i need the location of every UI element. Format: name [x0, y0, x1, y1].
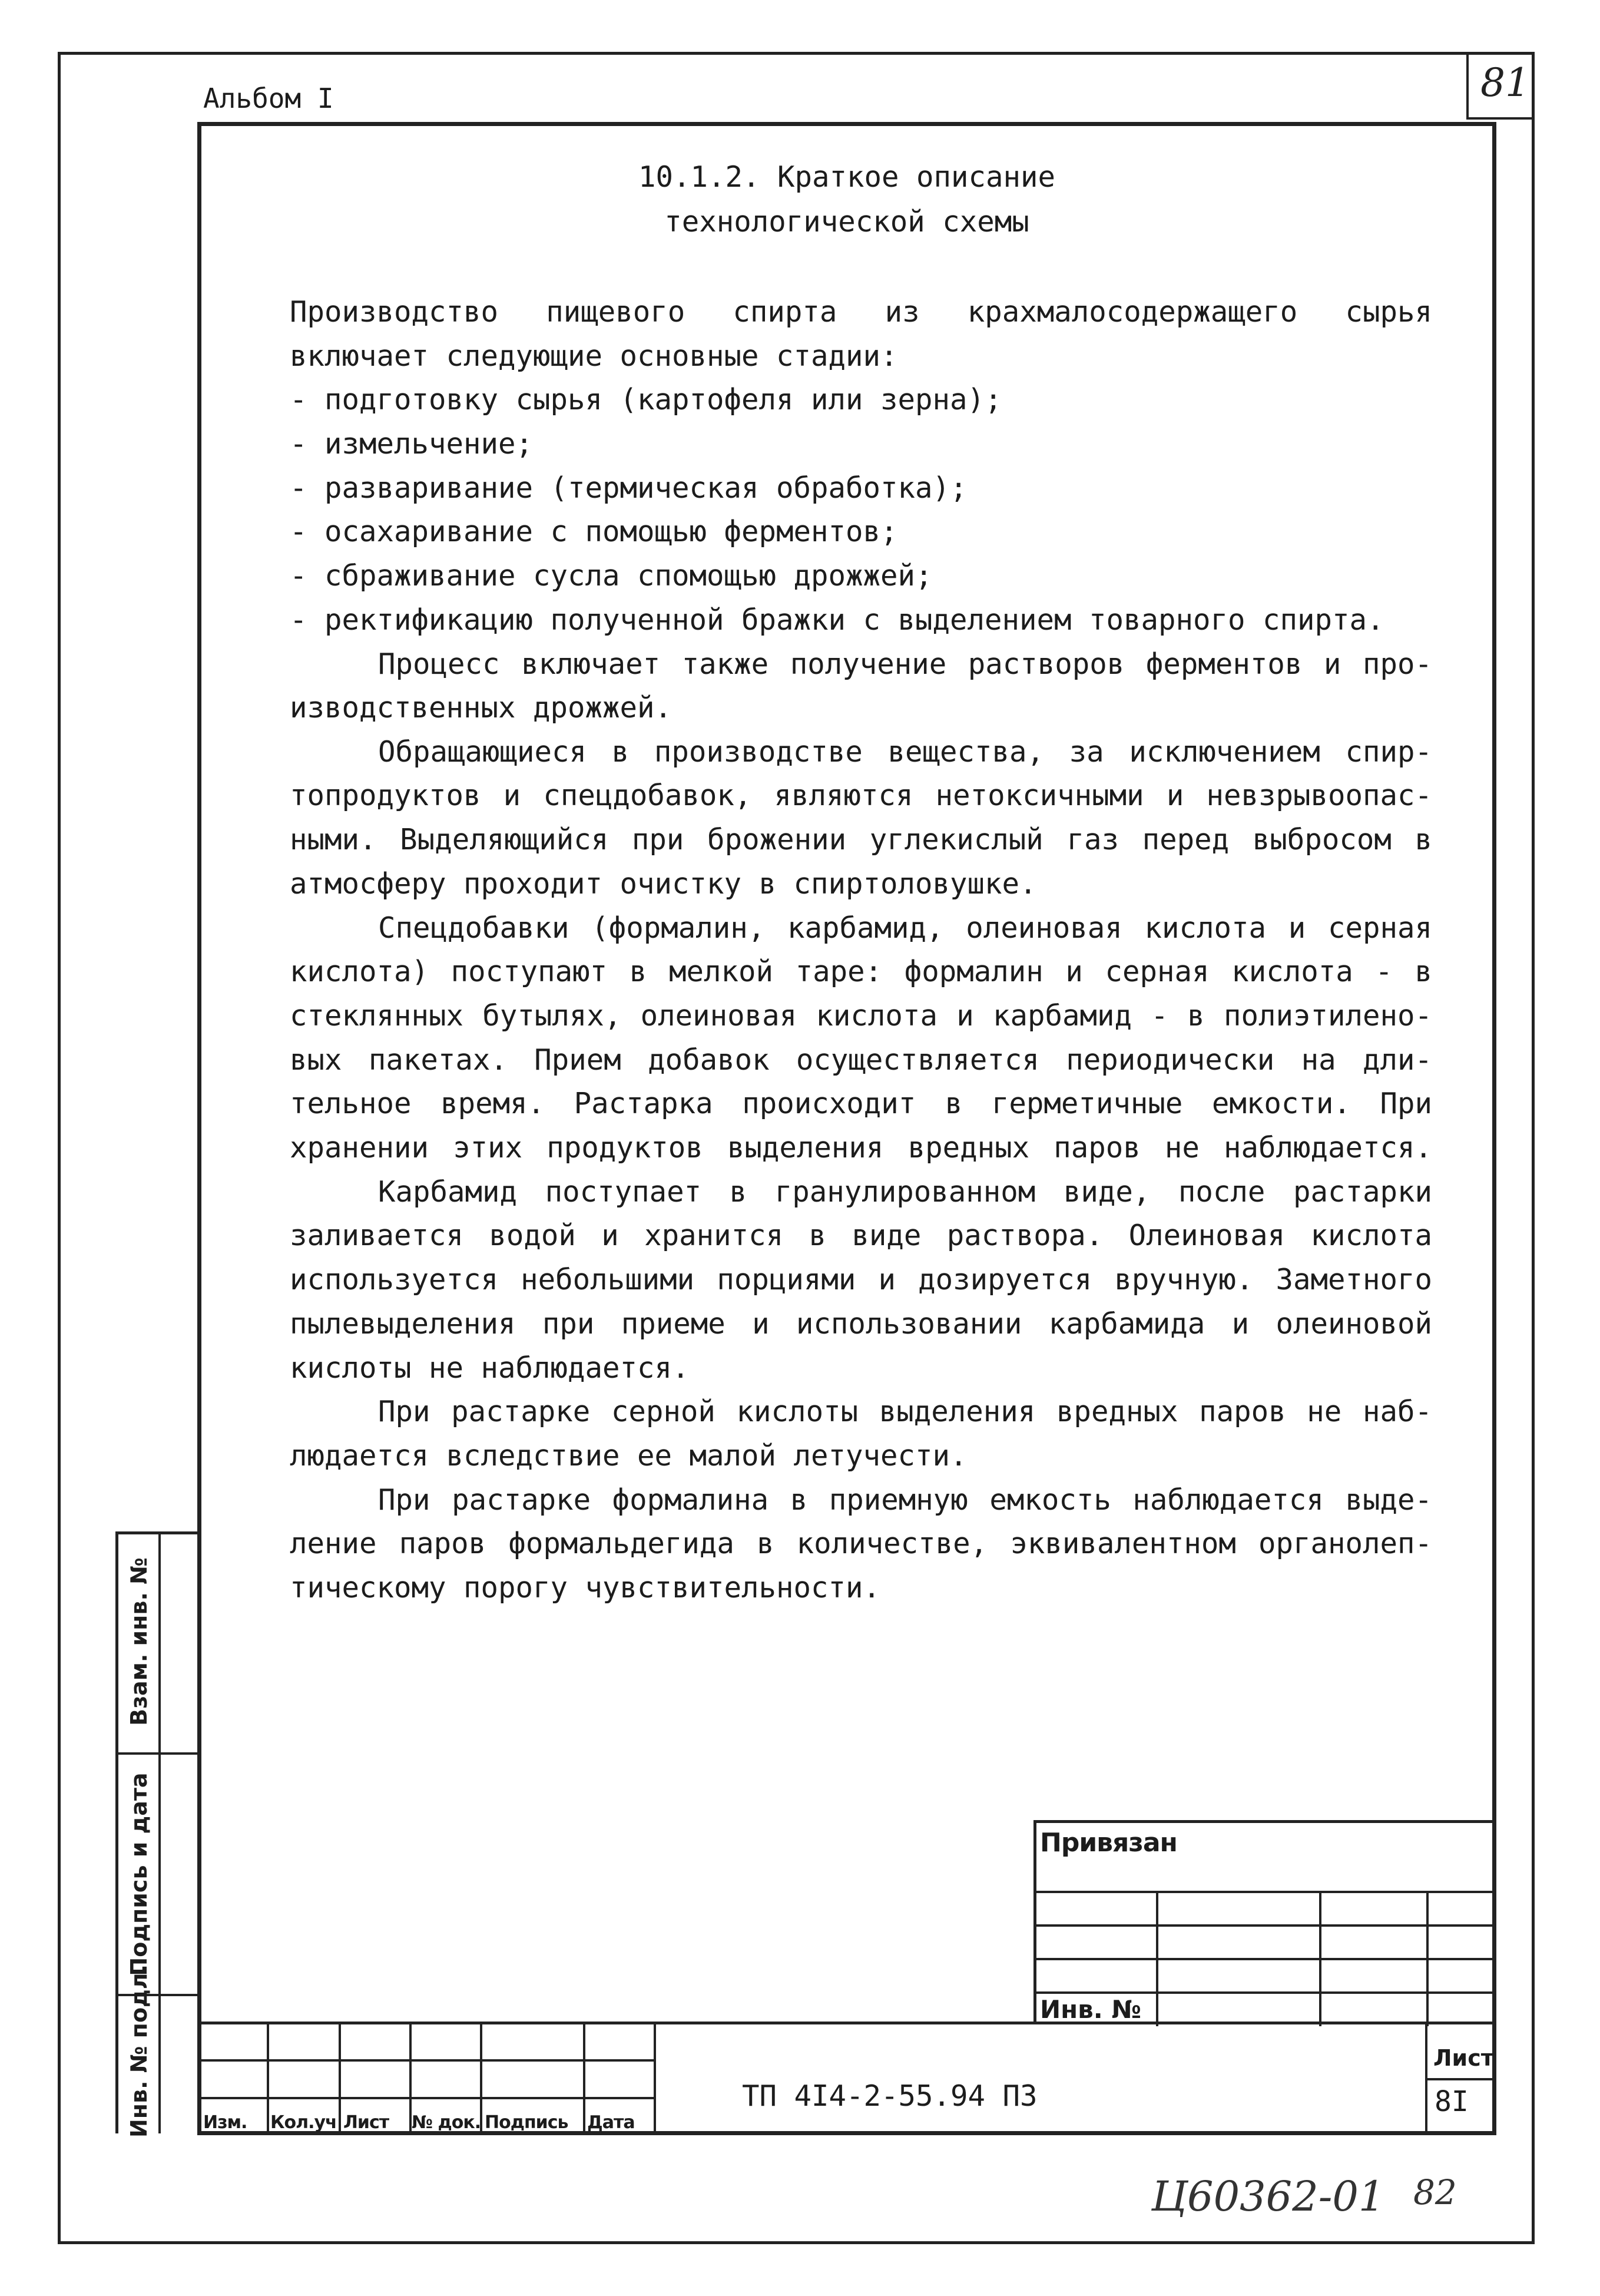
side-stamp-divider — [158, 1534, 161, 2133]
stamp-col-date: Дата — [587, 2112, 635, 2133]
paragraph-line: стеклянных бутылях, олеиновая кислота и карбамид - в полиэтилено- — [290, 999, 1432, 1033]
paragraph-line: Карбамид поступает в гранулированном виде, после растарки — [378, 1175, 1432, 1209]
paragraph-line: Спецдобавки (формалин, карбамид, олеиновая кислота и серная — [378, 911, 1432, 945]
list-item: - ректификацию полученной бражки с выделением товарного спирта. — [290, 603, 1384, 637]
list-item: - измельчение; — [290, 427, 534, 461]
page-mark-number: 81 — [1480, 60, 1530, 105]
paragraph-line: изводственных дрожжей. — [290, 691, 673, 724]
paragraph-line: атмосферу проходит очистку в спиртоловушке. — [290, 867, 1037, 901]
paragraph-line: топродуктов и спецдобавок, являются нетоксичными и невзрывоопас- — [290, 779, 1432, 812]
side-label-inventory: Инв. № подл. — [126, 1964, 152, 2138]
sheet-label: Лист — [1433, 2045, 1494, 2071]
attachment-title: Привязан — [1040, 1828, 1177, 1858]
inventory-label: Инв. № — [1040, 1995, 1141, 2024]
sheet-number: 8I — [1435, 2085, 1469, 2118]
paragraph-line: заливается водой и хранится в виде раствора. Олеиновая кислота — [290, 1219, 1432, 1252]
paragraph-line: Процесс включает также получение растворов ферментов и про- — [378, 647, 1432, 681]
paragraph-line: ными. Выделяющийся при брожении углекислый газ перед выбросом в — [290, 823, 1432, 856]
paragraph-line: хранении этих продуктов выделения вредных паров не наблюдается. — [290, 1131, 1432, 1164]
list-item: - осахаривание с помощью ферментов; — [290, 515, 898, 548]
paragraph-line: людается вследствие ее малой летучести. — [290, 1439, 968, 1473]
paragraph-line: тельное время. Растарка происходит в герметичные емкости. При — [290, 1087, 1432, 1120]
handwritten-page: 82 — [1413, 2172, 1457, 2212]
page-mark — [1466, 52, 1533, 120]
paragraph-line: Производство пищевого спирта из крахмалосодержащего сырья — [290, 295, 1432, 329]
paragraph-line: ление паров формальдегида в количестве, эквивалентном органолеп- — [290, 1527, 1432, 1560]
paragraph-line: кислота) поступают в мелкой таре: формалин и серная кислота - в — [290, 955, 1432, 988]
handwritten-code: Ц60362-01 — [1151, 2172, 1385, 2221]
document-code: ТП 4I4-2-55.94 ПЗ — [742, 2079, 1038, 2113]
stamp-col-signature: Подпись — [485, 2112, 568, 2133]
side-label-replacement: Взам. инв. № — [126, 1557, 152, 1726]
section-title: 10.1.2. Краткое описание — [638, 160, 1055, 194]
stamp-col-doc: № док. — [412, 2112, 481, 2133]
paragraph-line: тическому порогу чувствительности. — [290, 1571, 881, 1604]
stamp-col-count: Кол.уч — [270, 2112, 337, 2133]
paragraph-line: кислоты не наблюдается. — [290, 1351, 690, 1385]
side-stamp — [115, 1531, 197, 2138]
paragraph-line: вых пакетах. Прием добавок осуществляется периодически на дли- — [290, 1043, 1432, 1077]
stamp-col-sheet: Лист — [343, 2112, 389, 2133]
paragraph-line: включает следующие основные стадии: — [290, 339, 898, 373]
album-label: Альбом I — [203, 82, 334, 114]
sheet-box — [1425, 2022, 1496, 2135]
list-item: - подготовку сырья (картофеля или зерна); — [290, 383, 1002, 416]
section-subtitle: технологической схемы — [664, 205, 1029, 239]
list-item: - разваривание (термическая обработка); — [290, 471, 968, 505]
paragraph-line: При растарке формалина в приемную емкость наблюдается выде- — [378, 1483, 1432, 1517]
paragraph-line: При растарке серной кислоты выделения вредных паров не наб- — [378, 1395, 1432, 1428]
paragraph-line: Обращающиеся в производстве вещества, за исключением спир- — [378, 735, 1432, 769]
side-stamp-divider — [118, 1752, 197, 1755]
attachment-box — [1033, 1820, 1496, 2023]
stamp-table — [197, 2022, 654, 2135]
list-item: - сбраживание сусла спомощью дрожжей; — [290, 559, 933, 593]
stamp-col-change: Изм. — [203, 2112, 247, 2133]
paragraph-line: пылевыделения при приеме и использовании карбамида и олеиновой — [290, 1307, 1432, 1341]
side-label-signature-date: Подпись и дата — [126, 1772, 152, 1976]
paragraph-line: используется небольшими порциями и дозируется вручную. Заметного — [290, 1263, 1432, 1296]
